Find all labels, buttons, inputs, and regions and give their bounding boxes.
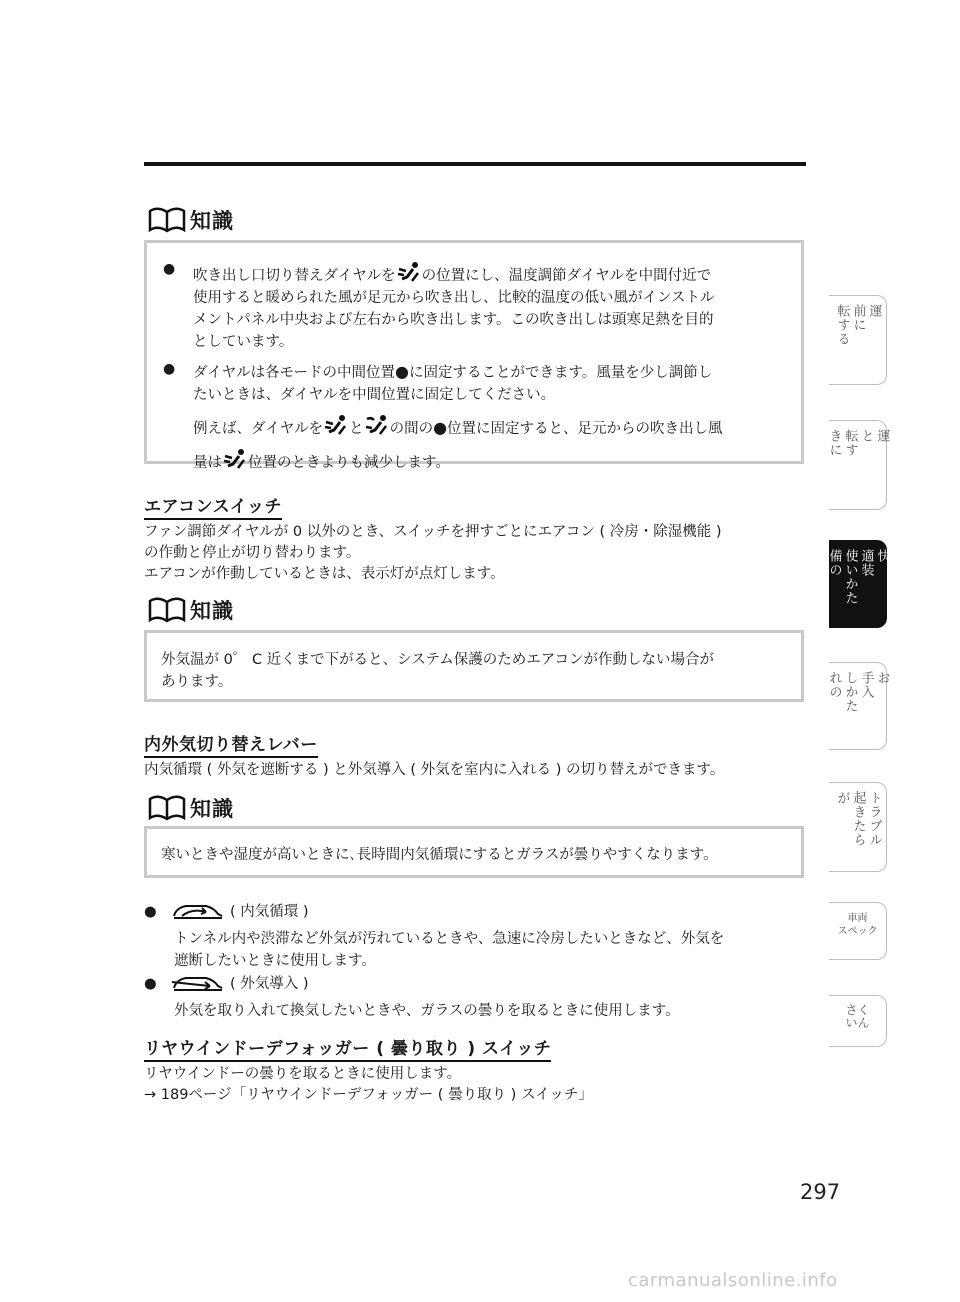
text: ダイヤルは各モードの中間位置	[193, 365, 395, 381]
tab-label: 転す	[842, 429, 858, 457]
tab-trouble[interactable]	[829, 782, 887, 872]
tab-label: トラブル	[866, 791, 882, 847]
tab-label: 手入	[858, 671, 874, 699]
text: 位置のときよりも減少します。	[248, 455, 450, 471]
page-number: 297	[800, 1180, 841, 1204]
tip-box-3	[144, 826, 804, 878]
tab-label: 快	[874, 549, 890, 563]
watermark: carmanualsonline.info	[628, 1270, 838, 1291]
tab-label: が	[834, 791, 850, 805]
tab-index[interactable]	[829, 995, 887, 1047]
page-reference-link[interactable]: → 189ページ「リヤウインドーデフォッガー ( 曇り取り ) スイッチ」	[144, 1087, 593, 1103]
tip-box-2	[144, 630, 804, 702]
text: たいときは、ダイヤルを中間位置に固定してください。	[193, 387, 556, 403]
top-rule	[144, 162, 806, 166]
text: 吹き出し口切り替えダイヤルを	[193, 268, 396, 284]
ac-switch-text	[144, 522, 808, 585]
recirculation-icon	[170, 900, 226, 924]
book-icon	[148, 205, 186, 235]
text: 外気温が 0゜ C 近くまで下がると、システム保護のためエアコンが作動しない場合が	[161, 652, 714, 668]
bullet-dot-icon: ●	[163, 261, 176, 277]
text: 量は	[193, 455, 222, 471]
text: メントパネル中央および左右から吹き出します。この吹き出しは頭寒足熱を目的	[193, 312, 714, 328]
foot-mode-icon	[323, 414, 349, 438]
tab-label: 転する	[834, 304, 850, 346]
text: としています。	[193, 334, 294, 350]
text: に固定することができます。風量を少し調節し	[408, 365, 713, 381]
bullet-dot-icon: ●	[144, 976, 157, 992]
foot-mode-icon	[222, 448, 248, 472]
lever-text	[144, 760, 808, 781]
foot-defrost-mode-icon	[364, 414, 390, 438]
book-icon	[148, 595, 186, 625]
bullet-dot-icon: ●	[144, 904, 157, 920]
recirc-item	[144, 900, 808, 972]
text: 使用すると暖められた風が足元から吹き出し、比較的温度の低い風がインストル	[193, 290, 715, 306]
foot-mode-icon	[396, 261, 422, 285]
defogger-text	[144, 1064, 808, 1106]
bullet-dot-icon: ●	[163, 361, 176, 377]
text: ファン調節ダイヤルが 0 以外のとき、スイッチを押すごとにエアコン ( 冷房・除湿機能 )	[144, 524, 722, 540]
text: 外気を取り入れて換気したいときや、ガラスの曇りを取るときに使用します。	[174, 1003, 680, 1019]
text: あります。	[161, 674, 233, 690]
fresh-label: ( 外気導入 )	[230, 976, 309, 992]
lever-heading: 内外気切り替えレバー	[144, 730, 318, 758]
tab-label: スペック	[837, 926, 878, 937]
text: の位置にし、温度調節ダイヤルを中間付近で	[421, 268, 712, 284]
tab-label: 運	[874, 429, 890, 443]
tab-label: れの	[826, 671, 842, 699]
tip-box-1	[144, 240, 804, 471]
middle-dot-icon: ●	[394, 362, 409, 381]
tip-heading-3	[148, 793, 234, 823]
text: トンネル内や渋滞など外気が汚れているときや、急速に冷房したいときなど、外気を	[174, 931, 725, 947]
tip-bullet-2	[147, 361, 787, 474]
tab-driving-when[interactable]	[826, 420, 890, 510]
tab-label: しかた	[842, 671, 858, 713]
tab-label: 運	[866, 304, 882, 318]
text: リヤウインドーの曇りを取るときに使用します。	[144, 1066, 462, 1082]
fresh-item	[144, 972, 808, 1022]
tab-label: 適装	[858, 549, 874, 577]
tab-label: いん	[845, 1016, 870, 1030]
text: エアコンが作動しているときは、表示灯が点灯します。	[144, 566, 505, 582]
tab-vehicle-spec[interactable]	[829, 902, 887, 960]
tip-title: 知識	[190, 797, 234, 821]
middle-dot-icon: ●	[433, 418, 448, 437]
tab-comfort-equipment[interactable]	[826, 540, 890, 628]
tip-bullet-1	[147, 261, 787, 353]
tab-maintenance[interactable]	[826, 662, 890, 750]
tip-heading-2	[148, 595, 234, 625]
tab-label: 前に	[850, 304, 866, 332]
tab-label: 起きたら	[850, 791, 866, 847]
recirc-label: ( 内気循環 )	[230, 904, 309, 920]
text: 内気循環 ( 外気を遮断する ) と外気導入 ( 外気を室内に入れる ) の切り替えができます。	[144, 762, 725, 778]
text: の作動と停止が切り替わります。	[144, 545, 361, 561]
book-icon	[148, 793, 186, 823]
text: 遮断したいときに使用します。	[174, 953, 376, 969]
text: と	[349, 421, 364, 437]
text: 寒いときや湿度が高いときに､長時間内気循環にするとガラスが曇りやすくなります。	[161, 847, 718, 863]
tip-heading-1	[148, 205, 234, 235]
tip-title: 知識	[190, 209, 234, 233]
text: 例えば、ダイヤルを	[193, 421, 324, 437]
tab-driving-before[interactable]	[829, 295, 887, 385]
text: の間の	[389, 421, 434, 437]
text: 位置に固定すると、足元からの吹き出し風	[447, 421, 723, 437]
tab-label: 使いかた	[842, 549, 858, 605]
tab-label: きに	[826, 429, 842, 457]
tab-label: さく	[845, 1003, 870, 1017]
tab-label: 備の	[826, 549, 842, 577]
ac-switch-heading: エアコンスイッチ	[144, 492, 282, 520]
tab-label: 車両	[847, 913, 868, 924]
fresh-air-icon	[170, 972, 226, 996]
tip-title: 知識	[190, 599, 234, 623]
tab-label: お	[874, 671, 890, 685]
tab-label: と	[858, 429, 874, 443]
defogger-heading: リヤウインドーデフォッガー ( 曇り取り ) スイッチ	[144, 1034, 551, 1062]
